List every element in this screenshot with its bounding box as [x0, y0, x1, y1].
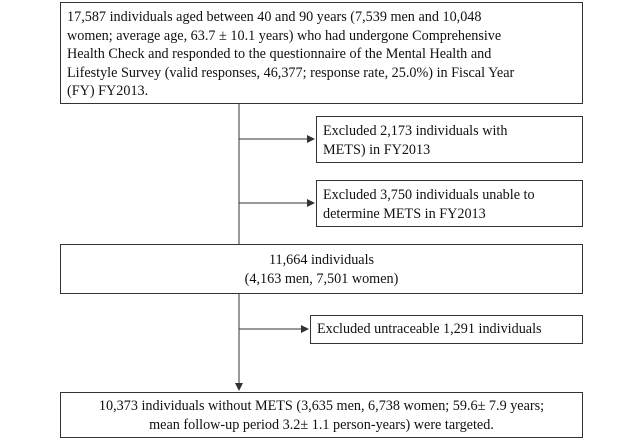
- exclusion-2-line-1: Excluded 3,750 individuals unable to: [323, 187, 535, 203]
- intermediate-population-box: [60, 244, 583, 294]
- exclusion-2-line-2: determine METS in FY2013: [323, 205, 486, 222]
- exclusion-box-untraceable: [310, 315, 583, 344]
- initial-population-line-5: (FY) FY2013.: [67, 83, 149, 99]
- initial-population-line-4: Lifestyle Survey (valid responses, 46,377; response rate, 25.0%) in Fiscal Year: [67, 64, 515, 81]
- initial-population-line-2: women; average age, 63.7 ± 10.1 years) who had undergone Comprehensive: [67, 27, 502, 44]
- exclusion-3-line-1: Excluded untraceable 1,291 individuals: [317, 321, 542, 337]
- final-cohort-box: [60, 392, 583, 438]
- initial-population-box: [60, 2, 583, 104]
- exclusion-box-undetermined: [316, 180, 583, 227]
- intermediate-line-1: 11,664 individuals: [268, 252, 375, 268]
- initial-population-line-3: Health Check and responded to the questionnaire of the Mental Health and: [67, 46, 492, 62]
- initial-population-line-1: 17,587 individuals aged between 40 and 90 years (7,539 men and 10,048: [67, 9, 482, 25]
- exclusion-1-line-2: METS) in FY2013: [323, 141, 431, 158]
- exclusion-1-line-1: Excluded 2,173 individuals with: [323, 123, 508, 139]
- final-cohort-line-1: 10,373 individuals without METS (3,635 men, 6,738 women; 59.6± 7.9 years;: [98, 398, 545, 414]
- final-cohort-line-2: mean follow-up period 3.2± 1.1 person-years) were targeted.: [149, 416, 494, 433]
- intermediate-line-2: (4,163 men, 7,501 women): [244, 270, 399, 287]
- exclusion-box-mets: [316, 116, 583, 163]
